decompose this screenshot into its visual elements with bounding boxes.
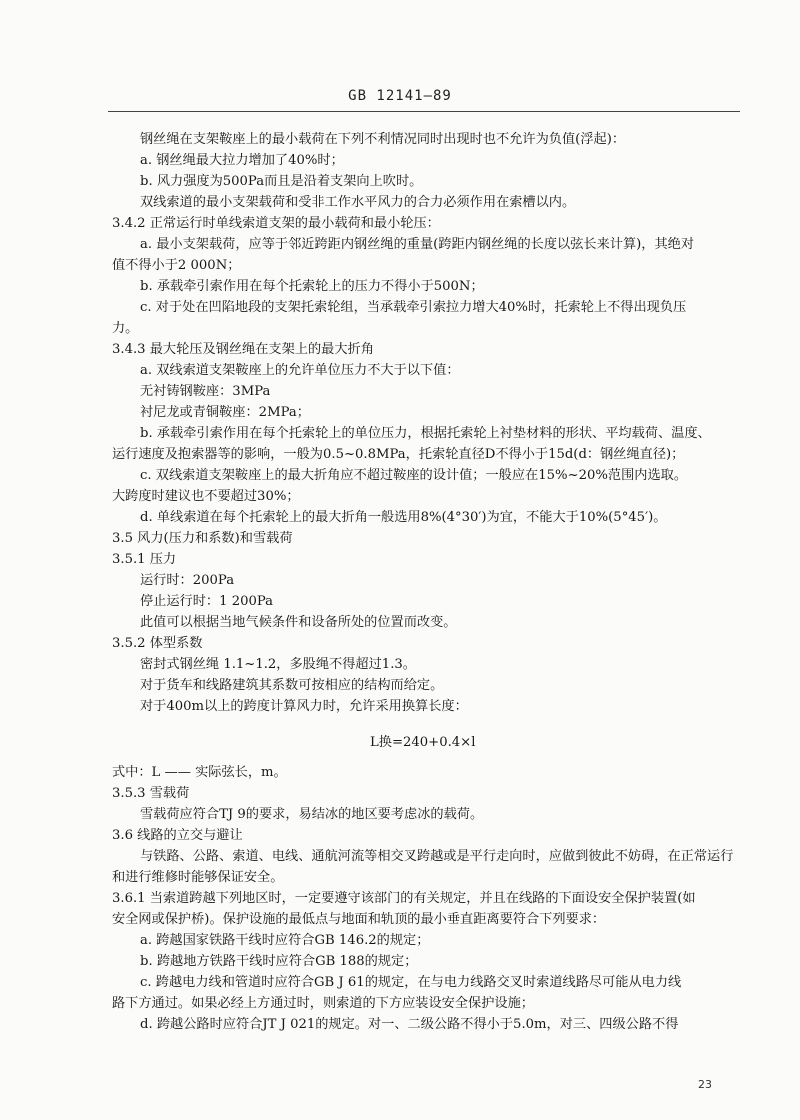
text-line: 值不得小于2 000N； bbox=[112, 258, 241, 273]
text-line: 停止运行时：1 200Pa bbox=[140, 594, 274, 609]
page-number: 23 bbox=[698, 1078, 712, 1091]
text-line: 密封式钢丝绳 1.1~1.2，多股绳不得超过1.3。 bbox=[140, 657, 416, 672]
text-line: 运行时：200Pa bbox=[140, 573, 235, 588]
text-line: 双线索道的最小支架载荷和受非工作水平风力的合力必须作用在索槽以内。 bbox=[140, 195, 576, 210]
section-heading: 3.4.2 正常运行时单线索道支架的最小载荷和最小轮压： bbox=[112, 216, 440, 231]
list-item: b. 承载牵引索作用在每个托索轮上的压力不得小于500N； bbox=[140, 279, 484, 294]
text-line: 运行速度及抱索器等的影响，一般为0.5~0.8MPa，托索轮直径D不得小于15d(d：钢丝绳直径)； bbox=[112, 447, 685, 462]
section-heading: 3.4.3 最大轮压及钢丝绳在支架上的最大折角 bbox=[112, 342, 374, 357]
list-item: d. 跨越公路时应符合JT J 021的规定。对一、二级公路不得小于5.0m，对三、四级公路不得 bbox=[140, 1017, 679, 1032]
list-item: a. 跨越国家铁路干线时应符合GB 146.2的规定； bbox=[140, 933, 430, 948]
text-line: 力。 bbox=[112, 321, 139, 336]
text-line: 大跨度时建议也不要超过30%； bbox=[112, 489, 300, 504]
section-heading: 3.5 风力(压力和系数)和雪载荷 bbox=[112, 531, 293, 546]
text-line: 钢丝绳在支架鞍座上的最小载荷在下列不利情况同时出现时也不允许为负值(浮起)： bbox=[140, 132, 626, 147]
list-item: d. 单线索道在每个托索轮上的最大折角一般选用8%(4°30′)为宜，不能大于10%(5°45′)。 bbox=[140, 510, 667, 525]
list-item: a. 钢丝绳最大拉力增加了40%时； bbox=[140, 153, 344, 168]
text-line: 路下方通过。如果必经上方通过时，则索道的下方应装设安全保护设施； bbox=[112, 996, 534, 1011]
list-item: a. 最小支架载荷，应等于邻近跨距内钢丝绳的重量(跨距内钢丝绳的长度以弦长来计算)，其绝对 bbox=[140, 237, 695, 252]
list-item: b. 风力强度为500Pa而且是沿着支架向上吹时。 bbox=[140, 174, 423, 189]
list-item: b. 跨越地方铁路干线时应符合GB 188的规定； bbox=[140, 954, 418, 969]
list-item: c. 对于处在凹陷地段的支架托索轮组，当承载牵引索拉力增大40%时，托索轮上不得出现负压 bbox=[140, 300, 687, 315]
text-line: 对于货车和线路建筑其系数可按相应的结构而给定。 bbox=[140, 678, 444, 693]
text-line: 此值可以根据当地气候条件和设备所处的位置而改变。 bbox=[140, 615, 457, 630]
text-line: 雪载荷应符合TJ 9的要求，易结冰的地区要考虑冰的载荷。 bbox=[140, 807, 484, 822]
text-line: 对于400m以上的跨度计算风力时，允许采用换算长度： bbox=[140, 699, 468, 714]
text-line: 无衬铸钢鞍座：3MPa bbox=[140, 384, 271, 399]
list-item: b. 承载牵引索作用在每个托索轮上的单位压力，根据托索轮上衬垫材料的形状、平均载荷、温度、 bbox=[140, 426, 711, 441]
standard-header: GB 12141—89 bbox=[348, 88, 452, 104]
section-heading: 3.5.1 压力 bbox=[112, 552, 177, 567]
list-item: c. 跨越电力线和管道时应符合GB J 61的规定，在与电力线路交叉时索道线路尽可能从电力线 bbox=[140, 975, 682, 990]
section-heading: 3.5.2 体型系数 bbox=[112, 636, 203, 651]
section-heading: 3.5.3 雪载荷 bbox=[112, 786, 190, 801]
text-line: 与铁路、公路、索道、电线、通航河流等相交叉跨越或是平行走向时，应做到彼此不妨碍，在正常运行 bbox=[140, 849, 734, 864]
section-heading: 3.6.1 当索道跨越下列地区时，一定要遵守该部门的有关规定，并且在线路的下面设安全保护装置(如 bbox=[112, 891, 696, 906]
text-line: 安全网或保护桥)。保护设施的最低点与地面和轨顶的最小垂直距离要符合下列要求： bbox=[112, 912, 606, 927]
section-heading: 3.6 线路的立交与避让 bbox=[112, 828, 243, 843]
formula: L换=240+0.4×l bbox=[370, 735, 476, 750]
text-line: 衬尼龙或青铜鞍座：2MPa； bbox=[140, 405, 310, 420]
header-rule bbox=[108, 111, 740, 112]
list-item: a. 双线索道支架鞍座上的允许单位压力不大于以下值： bbox=[140, 363, 460, 378]
text-line: 式中：L —— 实际弦长，m。 bbox=[112, 765, 287, 780]
text-line: 和进行维修时能够保证安全。 bbox=[112, 870, 284, 885]
list-item: c. 双线索道支架鞍座上的最大折角应不超过鞍座的设计值；一般应在15%~20%范围内选取。 bbox=[140, 468, 688, 483]
